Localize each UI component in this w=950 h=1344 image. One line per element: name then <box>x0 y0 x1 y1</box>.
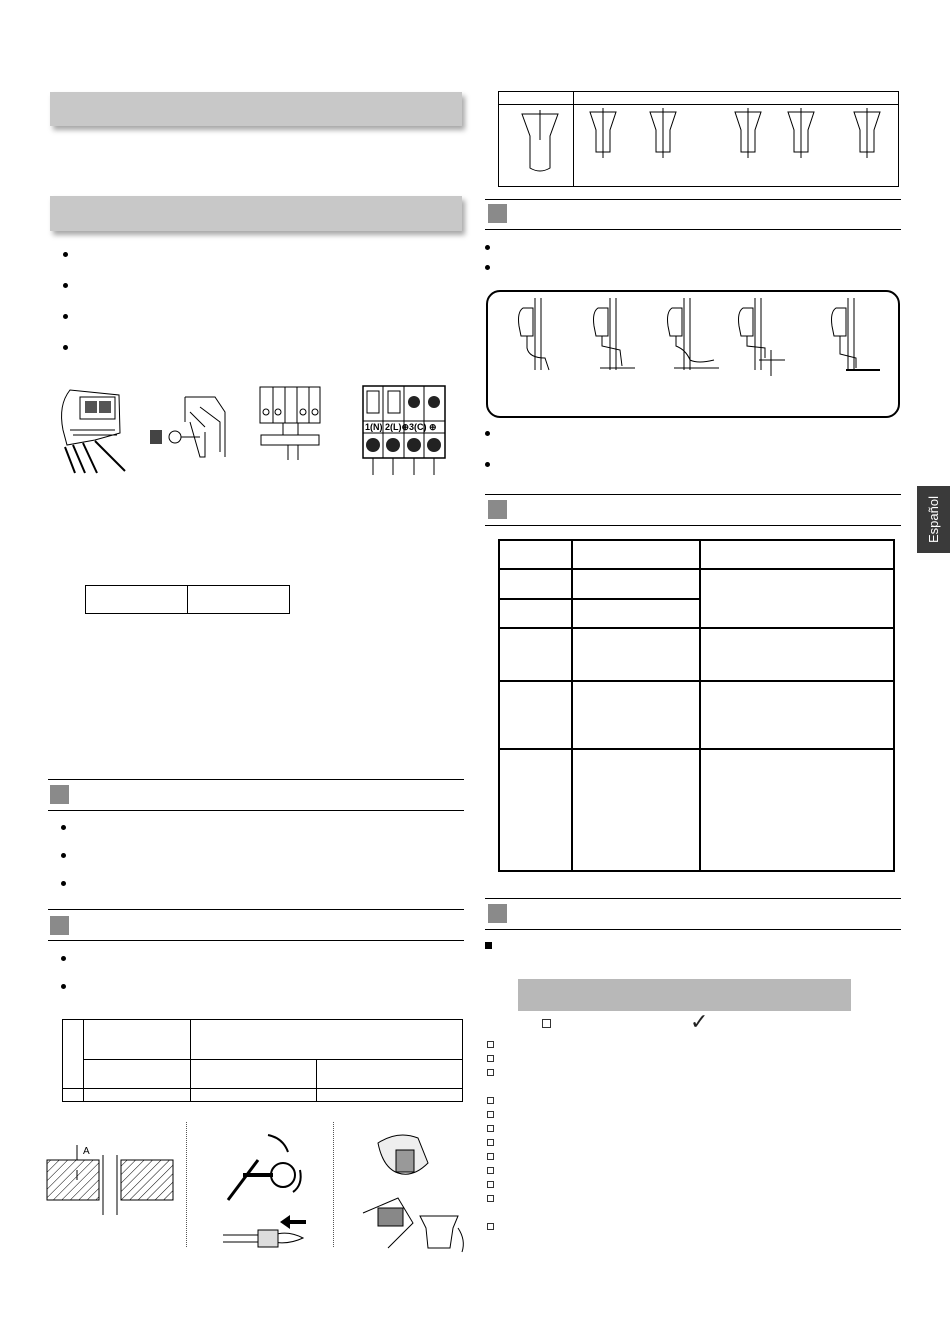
svg-text:1(N) 2(L)⊕3(C) ⊕: 1(N) 2(L)⊕3(C) ⊕ <box>365 422 437 432</box>
language-tab <box>917 486 950 553</box>
flare-pipe-icon <box>520 110 560 174</box>
section-rule <box>485 929 901 930</box>
dotted-divider <box>186 1122 187 1247</box>
checklist-checkbox[interactable] <box>487 1153 494 1160</box>
section-number-square <box>50 785 69 804</box>
section-header-bar-2 <box>50 196 462 231</box>
bullet <box>485 265 490 270</box>
checklist-checkbox[interactable] <box>487 1055 494 1062</box>
language-tab-label: Español <box>926 496 942 543</box>
checklist-checkbox[interactable] <box>487 1069 494 1076</box>
section-header-bar-1 <box>50 92 462 126</box>
section-rule <box>485 199 901 200</box>
table-divider <box>498 598 700 600</box>
dotted-divider <box>333 1122 334 1247</box>
checklist-checkbox[interactable] <box>487 1125 494 1132</box>
terminal-strip-illustration <box>258 385 323 460</box>
table-divider <box>498 568 895 570</box>
checkbox-icon <box>542 1019 551 1028</box>
indoor-unit-wiring-illustration <box>55 385 130 475</box>
checklist-checkbox[interactable] <box>487 1223 494 1230</box>
flare-pipe-icon <box>588 108 618 158</box>
flaring-tool-illustration <box>358 1128 468 1253</box>
section-rule <box>48 810 464 811</box>
flare-pipe-icon <box>648 108 678 158</box>
pipe-cutter-icon <box>218 1130 328 1250</box>
table-divider <box>699 540 701 871</box>
checklist-checkbox[interactable] <box>487 1167 494 1174</box>
section-number-square <box>488 904 507 923</box>
table-divider <box>498 104 899 105</box>
svg-text:A: A <box>83 1146 90 1157</box>
table-divider <box>498 748 895 750</box>
checklist-checkbox[interactable] <box>487 1139 494 1146</box>
checklist-checkbox[interactable] <box>487 1181 494 1188</box>
square-bullet <box>485 942 492 949</box>
pipe-wall-section-illustration <box>45 1140 175 1215</box>
bullet <box>485 245 490 250</box>
bullet <box>61 984 66 989</box>
bullet <box>61 853 66 858</box>
section-number-square <box>488 500 507 519</box>
section-rule <box>485 494 901 495</box>
checklist-checkbox[interactable] <box>487 1097 494 1104</box>
section-rule <box>48 909 464 910</box>
flare-pipe-icon <box>852 108 882 158</box>
spec-table-small <box>85 585 290 614</box>
checklist-checkbox[interactable] <box>487 1111 494 1118</box>
terminal-block-icon <box>362 385 446 475</box>
drain-hose-icon <box>735 298 790 376</box>
section-rule <box>485 229 901 230</box>
bullet <box>63 252 68 257</box>
table-divider <box>498 627 895 629</box>
drain-hose-icon <box>664 298 719 370</box>
bullet <box>485 431 490 436</box>
section-rule <box>485 525 901 526</box>
bullet <box>63 283 68 288</box>
table-divider <box>571 540 573 871</box>
bullet <box>485 462 490 467</box>
checklist-checkbox[interactable] <box>487 1041 494 1048</box>
drain-hose-icon <box>515 298 555 370</box>
table-divider <box>573 91 574 187</box>
bullet <box>61 825 66 830</box>
table-divider <box>498 680 895 682</box>
bullet <box>63 314 68 319</box>
section-rule <box>485 898 901 899</box>
checklist-header-bar <box>518 979 851 1011</box>
bullet <box>61 881 66 886</box>
bullet <box>61 956 66 961</box>
drain-hose-icon <box>828 298 883 374</box>
section-number-square <box>50 916 69 935</box>
bullet <box>63 345 68 350</box>
section-number-square <box>488 204 507 223</box>
section-rule <box>48 940 464 941</box>
section-rule <box>48 779 464 780</box>
flare-pipe-icon <box>786 108 816 158</box>
troubleshooting-table <box>498 539 895 872</box>
checklist-checkbox[interactable] <box>487 1195 494 1202</box>
flare-pipe-icon <box>733 108 763 158</box>
screw-terminal-illustration <box>145 392 230 462</box>
drain-hose-icon <box>590 298 635 370</box>
pipe-spec-table <box>62 1019 463 1102</box>
check-mark-icon: ✓ <box>690 1010 709 1035</box>
